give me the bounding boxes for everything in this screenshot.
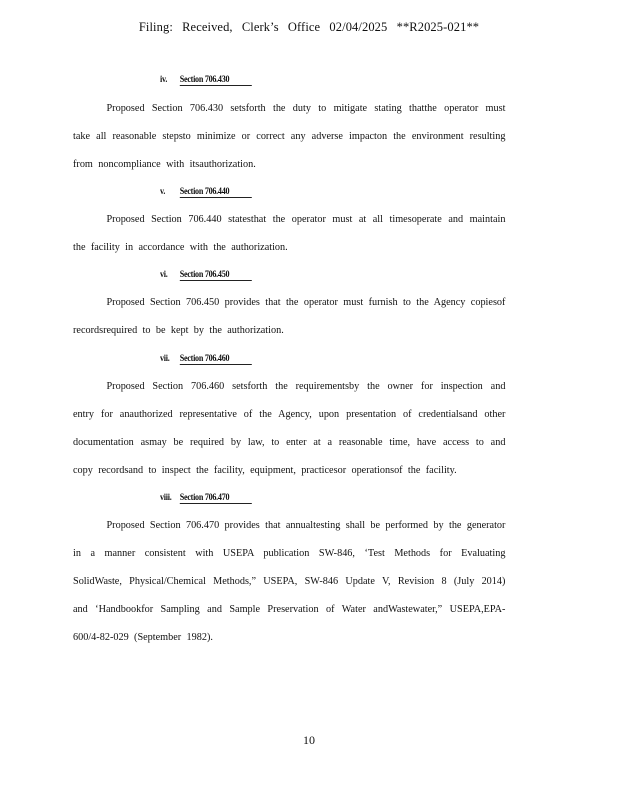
paragraph-text: Proposed Section 706.470 provides that annualtesting shall be performed by the generator in a manner consistent with USEPA publication SW-846, ‘Test Methods for Evaluating SolidWaste, Physical/Chemical Methods,” USEPA, SW-846 Update V, Revision 8 (July 2014) and ‘Handbookfor Sampling and Sample Preservation of Water andWastewater,” USEPA,EPA-600/4-82-029 (September 1982). [73,519,506,643]
section-paragraph-706-450 [73,288,505,344]
section-paragraph-706-460 [73,372,505,484]
paragraph-text: Proposed Section 706.460 setsforth the requirementsby the owner for inspection and entry for anauthorized representative of the Agency, upon presentation of credentialsand other documentation asmay be required by law, to enter at a reasonable time, have access to and copy recordsand to inspect the facility, equipment, practicesor operationsof the facility. [73,380,506,476]
section-heading-706-460 [160,353,252,365]
filing-header: Filing: Received, Clerk’s Office 02/04/2025 **R2025-021** [138,20,480,34]
section-numeral: iv. [160,74,168,84]
paragraph-text: Proposed Section 706.430 setsforth the duty to mitigate stating thatthe operator must take all reasonable stepsto minimize or correct any adverse impacton the environment resulting from noncompliance with itsauthorization. [73,102,506,170]
section-title: Section 706.440 [180,186,252,198]
section-title: Section 706.460 [180,353,252,365]
section-numeral: v. [160,186,166,196]
section-paragraph-706-430 [73,94,505,178]
section-title: Section 706.470 [180,492,252,504]
section-paragraph-706-440 [73,205,505,261]
section-numeral: viii. [160,492,172,502]
section-title: Section 706.450 [180,269,252,281]
section-heading-706-450 [160,269,252,281]
section-heading-706-470 [160,492,252,504]
section-heading-706-430 [160,74,252,86]
section-title: Section 706.430 [180,74,252,86]
paragraph-text: Proposed Section 706.440 statesthat the operator must at all timesoperate and maintain the facility in accordance with the authorization. [73,213,506,253]
paragraph-text: Proposed Section 706.450 provides that the operator must furnish to the Agency copiesof recordsrequired to be kept by the authorization. [73,296,506,336]
section-numeral: vi. [160,269,168,279]
section-numeral: vii. [160,353,170,363]
section-paragraph-706-470 [73,511,505,651]
section-heading-706-440 [160,186,252,198]
page-number: 10 [303,733,315,747]
